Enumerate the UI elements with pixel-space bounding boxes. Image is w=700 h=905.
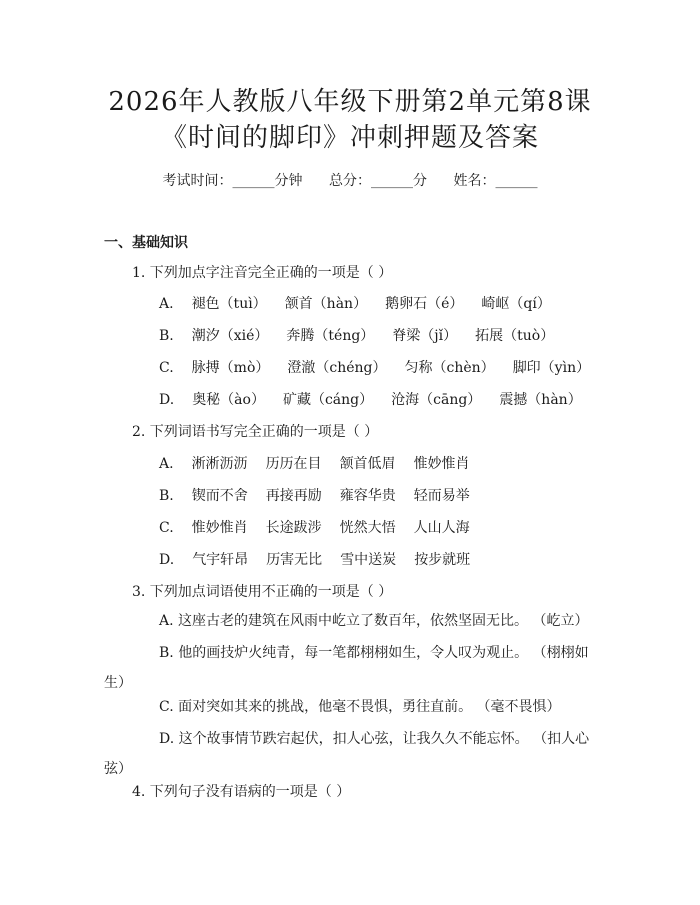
option-word: 匀称（chèn） (404, 360, 495, 376)
option-word: 按步就班 (414, 552, 471, 568)
question-2-option-a (159, 453, 488, 473)
title-line-1: 2026年人教版八年级下册第2单元第8课 (108, 87, 592, 117)
option-word: 气宇轩昂 (192, 552, 249, 568)
question-4-stem: 4. 下列句子没有语病的一项是（ ） (132, 784, 351, 800)
option-word: 恍然大悟 (339, 520, 396, 536)
question-3-option-d: D. 这个故事情节跌宕起伏，扣人心弦，让我久久不能忘怀。 （扣人心弦） (104, 731, 590, 777)
exam-score: 总分：______分 (329, 173, 427, 189)
option-word: 奥秘（ào） (192, 392, 265, 408)
option-word: 褪色（tuì） (191, 296, 267, 312)
question-1-option-b (159, 325, 572, 345)
option-letter: A. (159, 456, 174, 472)
option-word: 长途跋涉 (265, 520, 322, 536)
question-1-stem: 1. 下列加点字注音完全正确的一项是（ ） (132, 265, 393, 281)
option-word: 脊梁（jǐ） (392, 328, 458, 344)
question-1-option-d (159, 389, 600, 409)
option-word: 奔腾（téng） (286, 328, 375, 344)
option-word: 锲而不舍 (191, 488, 248, 504)
exam-time: 考试时间：______分钟 (162, 173, 303, 189)
option-word: 历历在目 (265, 456, 322, 472)
exam-meta (0, 170, 700, 190)
question-3-option-b: B. 他的画技炉火纯青，每一笔都栩栩如生，令人叹为观止。 （栩栩如生） (104, 645, 589, 691)
option-letter: D. (159, 552, 175, 568)
section-heading: 一、基础知识 (104, 235, 188, 251)
option-word: 鹅卵石（é） (385, 296, 464, 312)
option-letter: D. (159, 392, 175, 408)
option-word: 矿藏（cáng） (282, 392, 374, 408)
option-letter: B. (159, 328, 174, 344)
option-word: 颔首低眉 (339, 456, 396, 472)
option-word: 沧海（cāng） (391, 392, 482, 408)
option-word: 惟妙惟肖 (191, 520, 248, 536)
question-3-option-a: A. 这座古老的建筑在风雨中屹立了数百年，依然坚固无比。 （屹立） (159, 613, 589, 629)
question-3-option-c: C. 面对突如其来的挑战，他毫不畏惧，勇往直前。 （毫不畏惧） (159, 699, 561, 715)
option-word: 再接再励 (265, 488, 322, 504)
option-letter: A. (159, 296, 174, 312)
option-word: 潮汐（xié） (191, 328, 269, 344)
option-letter: B. (159, 488, 174, 504)
question-2-option-b (159, 485, 488, 505)
option-word: 轻而易举 (413, 488, 470, 504)
option-word: 颔首（hàn） (284, 296, 368, 312)
option-word: 澄澈（chéng） (287, 360, 387, 376)
question-2-option-c (159, 517, 488, 537)
option-word: 脉搏（mò） (191, 360, 270, 376)
option-word: 淅淅沥沥 (191, 456, 248, 472)
option-word: 历害无比 (266, 552, 323, 568)
question-2-stem: 2. 下列词语书写完全正确的一项是（ ） (132, 424, 379, 440)
exam-name: 姓名：______ (453, 173, 538, 189)
option-word: 雪中送炭 (340, 552, 397, 568)
question-2-option-d (159, 549, 488, 569)
option-word: 人山人海 (413, 520, 470, 536)
option-word: 震撼（hàn） (499, 392, 582, 408)
option-word: 雍容华贵 (339, 488, 396, 504)
question-1-option-c (159, 357, 608, 377)
option-letter: C. (159, 520, 174, 536)
option-word: 崎岖（qí） (481, 296, 551, 312)
question-3-stem: 3. 下列加点词语使用不正确的一项是（ ） (132, 584, 393, 600)
option-word: 脚印（yìn） (512, 360, 591, 376)
option-letter: C. (159, 360, 174, 376)
option-word: 惟妙惟肖 (413, 456, 470, 472)
option-word: 拓展（tuò） (475, 328, 555, 344)
question-1-option-a (159, 293, 569, 313)
title-line-2: 《时间的脚印》冲刺押题及答案 (160, 123, 539, 153)
